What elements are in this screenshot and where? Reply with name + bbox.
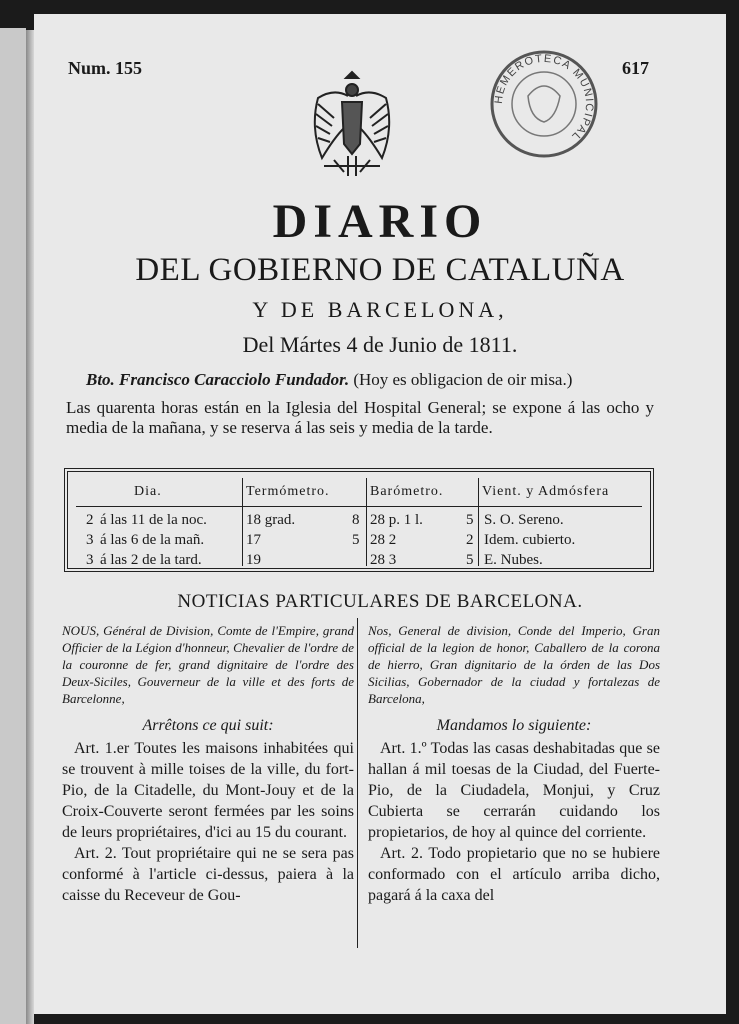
french-subhead: Arrêtons ce qui suit:: [142, 717, 274, 734]
spanish-decree-intro: Nos, General de division, Conde del Imperio, Gran official de la legion de honor, Caballero de la corona de hierro, Gran dignitario de la órden de las Dos Sicilias, Gobernador de la ciudad y fortalezas de Barcelona,: [368, 623, 660, 706]
masthead-city: Y DE BARCELONA,: [252, 297, 508, 322]
spanish-article-2: Art. 2. Todo propietario que no se hubiere conformado con el artículo arriba dicho, pagará á la caxa del: [368, 845, 660, 904]
row-baro-frac: 5: [466, 552, 474, 568]
masthead-title: DIARIO: [272, 195, 488, 248]
row-dia-num: 2: [86, 512, 94, 528]
stamp-text: HEMEROTECA MUNICIPAL: [492, 52, 596, 144]
book-spine: [26, 30, 34, 1024]
section-title: NOTICIAS PARTICULARES DE BARCELONA.: [177, 591, 583, 612]
row-dia: á las 11 de la noc.: [100, 512, 207, 528]
masthead-subtitle: DEL GOBIERNO DE CATALUÑA: [135, 252, 625, 288]
saint-name: Bto. Francisco Caracciolo Fundador.: [86, 370, 350, 389]
row-viento: E. Nubes.: [484, 552, 543, 568]
row-baro: 28 3: [370, 552, 397, 568]
french-article-2: Art. 2. Tout propriétaire qui ne se sera pas conformé à l'article ci-dessus, paiera à la caisse du Receveur de Gou-: [62, 845, 354, 904]
library-stamp: [486, 46, 602, 162]
issue-date: Del Mártes 4 de Junio de 1811.: [242, 332, 518, 357]
row-term-frac: 5: [352, 532, 360, 548]
table-header-rule: [76, 506, 642, 507]
row-viento: S. O. Sereno.: [484, 512, 564, 528]
row-baro: 28 p. 1 l.: [370, 512, 423, 528]
row-term: 19: [246, 552, 261, 568]
table-col-rule: [478, 478, 479, 566]
header-termometro: Termómetro.: [246, 484, 330, 499]
newspaper-page: [34, 14, 726, 1014]
row-baro-frac: 2: [466, 532, 474, 548]
saint-of-day: [86, 370, 572, 390]
row-dia: á las 2 de la tard.: [100, 552, 202, 568]
table-col-rule: [242, 478, 243, 566]
french-decree-intro: NOUS, Général de Division, Comte de l'Empire, grand Officier de la Légion d'honneur, Chevalier de l'ordre de la couronne de fer, grand dignitaire de l'ordre des Deux-Siciles, Gouverneur de la ville et des forts de Barcelonne,: [62, 623, 354, 706]
spanish-column: [368, 622, 660, 906]
row-baro-frac: 5: [466, 512, 474, 528]
saint-note: (Hoy es obligacion de oir misa.): [353, 370, 573, 389]
french-column: [62, 622, 354, 906]
column-divider: [357, 618, 358, 948]
row-dia-num: 3: [86, 532, 94, 548]
spanish-article-1: Art. 1.º Todas las casas deshabitadas que se hallan á mil toesas de la Ciudad, del Fuerte-Pio, de la Ciudadela, Monjui, y Cruz Cubierta se cerrarán cuidando los propietarios, de hoy al quince del corriente.: [368, 740, 660, 841]
weather-table: [64, 468, 654, 572]
row-dia: á las 6 de la mañ.: [100, 532, 205, 548]
imperial-eagle-emblem: [304, 68, 400, 188]
header-viento: Vient. y Admósfera: [482, 484, 610, 499]
row-term: 17: [246, 532, 261, 548]
header-barometro: Barómetro.: [370, 484, 444, 499]
left-page-edge: [0, 28, 26, 1024]
page-number: 617: [622, 58, 649, 78]
row-viento: Idem. cubierto.: [484, 532, 576, 548]
header-dia: Dia.: [134, 484, 162, 499]
row-dia-num: 3: [86, 552, 94, 568]
table-col-rule: [366, 478, 367, 566]
french-article-1: Art. 1.er Toutes les maisons inhabitées qui se trouvent à mille toises de la ville, du fort-Pio, de la Citadelle, du Mont-Jouy et de la Croix-Couverte seront fermées par les soins de leurs propriétaires, d'ici au 15 du courant.: [62, 740, 354, 841]
forty-hours-notice: Las quarenta horas están en la Iglesia del Hospital General; se expone á las ocho y media de la mañana, y se reserva á las seis y media de la tarde.: [66, 398, 654, 437]
row-term-frac: 8: [352, 512, 360, 528]
spanish-subhead: Mandamos lo siguiente:: [436, 717, 592, 734]
issue-number: Num. 155: [68, 58, 143, 78]
row-baro: 28 2: [370, 532, 397, 548]
row-term: 18 grad.: [246, 512, 296, 528]
